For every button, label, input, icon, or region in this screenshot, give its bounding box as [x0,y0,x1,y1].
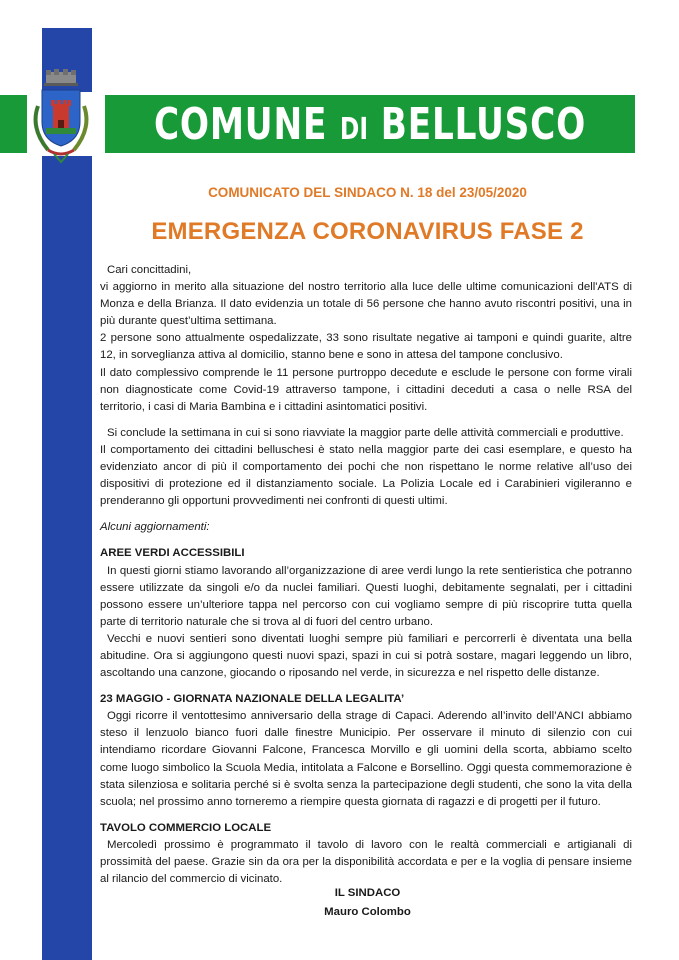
blue-vertical-bar [42,28,92,960]
title-word-bellusco: BELLUSCO [368,98,587,150]
signature-role: IL SINDACO [334,887,401,899]
section-heading: 23 MAGGIO - GIORNATA NAZIONALE DELLA LEGALITA’ [100,693,405,706]
coat-of-arms-icon [24,66,98,166]
paragraph: Vecchi e nuovi sentieri sono diventati luoghi sempre più familiari e percorrerli è diventata una bella abitudine. Ora si aggiungono questi nuovi spazi, spazi in cui si potrà sostare, magari leggendo un libro, ascoltando una canzone, giocando o riposando nel verde, in sicurezza e nel rispetto delle distanze. [100,632,632,680]
paragraph: Mercoledì prossimo è programmato il tavolo di lavoro con le realtà commerciali e artigianali di prossimità del paese. Grazie sin da ora per la disponibilità accordata e per e la voglia di pensare insieme al rilancio del commercio di vicinato. [100,838,632,886]
section-heading: AREE VERDI ACCESSIBILI [100,547,245,560]
paragraph: Si conclude la settimana in cui si sono riavviate la maggior parte delle attività commerciali e produttive. [107,426,624,439]
paragraph: In questi giorni stiamo lavorando all’organizzazione di aree verdi lungo la rete sentieristica che potranno essere utilizzate da singoli e/o da nuclei familiari. Questi luoghi, debitamente segnalati, per i cittadini possono essere un’ulteriore tappa nel percorso con cui vogliamo sempre di più riscoprire tutta quella parte di territorio naturale che si trova al di fuori del centro urbano. [100,564,632,628]
greeting: Cari concittadini, [107,264,192,276]
title-word-di: DI [339,111,369,147]
green-left-stripe [0,95,27,153]
paragraph: Oggi ricorre il ventottesimo anniversario della strage di Capaci. Aderendo all’invito dell’ANCI abbiamo steso il lenzuolo bianco fuori dalle finestre Municipio. Per osservare il minuto di silenzio con cui intendiamo ricordare Giovanni Falcone, Francesca Morvillo e gli uomini della scorta, abbiamo scelto come luogo simbolico la Scuola Media, intitolata a Falcone e Borsellino. Oggi questa commemorazione è stata silenziosa e solitaria perché si è svolta senza la partecipazione degli studenti, che sono la vita della scuola; nel prossimo anno torneremo a riempire questa giornata di ragazzi e di progetti per il futuro. [100,710,632,808]
communique-subtitle: COMUNICATO DEL SINDACO N. 18 del 23/05/2020 [208,185,527,200]
municipality-title [154,99,586,150]
title-word-comune: COMUNE [153,98,340,150]
updates-intro: Alcuni aggiornamenti: [100,521,210,534]
paragraph: vi aggiorno in merito alla situazione del nostro territorio alla luce delle ultime comunicazioni dell'ATS di Monza e della Brianza. Il dato evidenzia un totale di 56 persone che hanno avuto riscontri positivi, una in più durante quest’ultima settimana. [100,281,632,328]
municipality-title-banner [105,95,635,153]
communique-headline: EMERGENZA CORONAVIRUS FASE 2 [151,218,584,245]
document-body [100,262,632,888]
section-heading: TAVOLO COMMERCIO LOCALE [100,821,272,834]
paragraph: Il dato complessivo comprende le 11 persone purtroppo decedute e esclude le persone con forme virali non diagnosticate come Covid-19 attraverso tampone, i cittadini deceduti a casa o nelle RSA del territorio, i casi di Maria Bambina e i cittadini asintomatici positivi. [100,366,632,413]
paragraph: 2 persone sono attualmente ospedalizzate, 33 sono risultate negative ai tamponi e quindi guarite, altre 12, in sorveglianza attiva al domicilio, stanno bene e sono in attesa del tampone conclusivo. [100,332,632,362]
signature-name: Mauro Colombo [324,906,411,918]
paragraph: Il comportamento dei cittadini belluschesi è stato nella maggior parte dei casi esemplare, e questo ha evidenziato ancor di più il comportamento dei pochi che non rispettano le norme relative all’uso dei dispositivi di protezione ed il distanziamento sociale. La Polizia Locale ed i Carabinieri vigileranno e prenderanno gli opportuni provvedimenti nei confronti di questi ultimi. [100,443,632,508]
